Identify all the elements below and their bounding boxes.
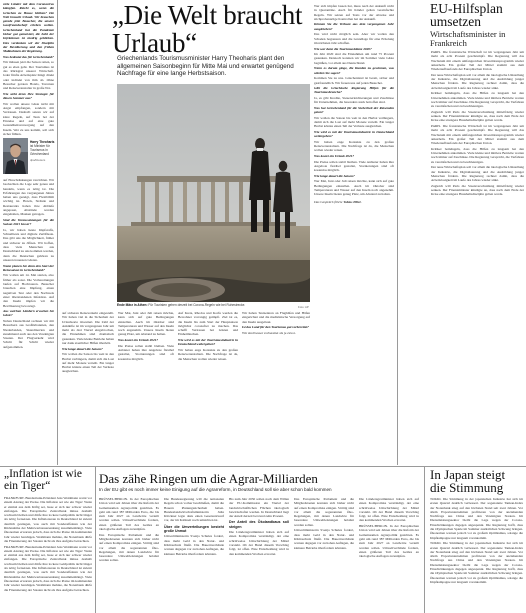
bottom-middle-body-2: Das Europäische Parlament und die Mitgliedstaaten konnten sich bisher nicht auf einen Kompromiss einigen. Strittig sind vor allem die sogenannten Öko-Regelungen, mit denen Landwirte für besondere Umweltleistungen belohnt werden sollen. bbox=[99, 532, 159, 563]
bottom-middle-body-9: Die Länderagrarminister haben sich auf einen Kompromiss verständigt, der eine schrittweise Umschichtung der Mittel vorsieht. Ob der Bund diesem Vorschlag folgt, ist offen. Eine Entscheidung wird in den kommenden Wochen erwartet. bbox=[359, 497, 419, 523]
portrait-caption-role: ist Minister für Tourismus in Griechenland bbox=[30, 144, 50, 156]
bottom-middle-subhead-1: Über die Umverteilungen besteht große Unmut bbox=[164, 524, 224, 534]
lead-right-question-3: Wenn es darum ginge, die Kunden zu gewinnen, was würden Sie sagen? bbox=[314, 66, 394, 75]
lead-right-answer-1: Das wird nicht möglich sein. Aber wir wollen den Schaden begrenzen und die Grundlage für eine Erholung im nächsten Jahr schaffen. bbox=[314, 32, 394, 45]
lead-right-question-4: Gibt die Griechische Regierung Hilfen für die Tourismusbranche? bbox=[314, 86, 394, 95]
lead-body-col1-question: Wie lange dauert die Saison? bbox=[62, 346, 103, 351]
lead-right-answer-6: Wir wollen die Saison bis weit in den Herbst verlängern, damit sich die Last auf mehr Monate verteilt. Ein langer Herbst könnte einen Teil der Verluste ausgleichen. bbox=[314, 115, 394, 129]
right-body-3: Kritiker bemängeln, dass die Hilfen zu langsam bei den Unternehmen ankommen. Viele kleine und mittlere Betriebe warten noch immer auf Zuschüsse. Die Regierung verspricht, die Verfahren zu vereinfachen und zu beschleunigen. bbox=[431, 91, 524, 109]
right-body-5: PARIS. Die französische Wirtschaft ist im vergangenen Jahr um mehr als acht Prozent geschrumpft. Die Regierung will das Wachstum mit einem umfangreichen Investitionsprogramm wieder ankurbeln. Ein großer Teil der Mittel stammt aus dem Wiederaufbaufonds der Europäischen Union. bbox=[431, 123, 524, 146]
bottom-middle-body-8: Umweltministerin Svenja Schulze fordert, dass mehr Geld in den Natur- und Klimaschutz fließt. Die Bauernverbände warnen dagegen vor zu hohen Auflagen, die kleinere Betriebe überfordern könnten. bbox=[294, 528, 354, 550]
bottom-middle-body-3: Die Bundesregierung will die nationalen Regeln schon vorher beschließen, damit die Bauern Planungssicherheit haben. Bundeslandwirtschaftsministerin Julia Klöckner legte dazu einen Gesetzentwurf vor, der im Kabinett noch umstritten ist. bbox=[164, 497, 224, 523]
bottom-middle-col-1 bbox=[99, 497, 159, 611]
right-body-7: Der neue Wirtschaftsplan soll vor allem die ökologische Umstellung der Industrie, die Digitalisierung und die Ausbildung junger Menschen fördern. Die Regierung rechnet damit, dass die Arbeitslosigkeit im Laufe des Jahres wieder sinkt. bbox=[431, 165, 524, 183]
lead-body-col3-answer: Wir haben enge Kontakte zu den großen Reiseveranstaltern. Die Nachfrage ist da, die Menschen wollen wieder reisen. bbox=[178, 347, 238, 361]
bottom-middle-body-6: Die Länderagrarminister haben sich auf einen Kompromiss verständigt, der eine schrittweise Umschichtung der Mittel vorsieht. Ob der Bund diesem Vorschlag folgt, ist offen. Eine Entscheidung wird in den kommenden Wochen erwartet. bbox=[229, 530, 289, 556]
left-column-top bbox=[3, 2, 54, 136]
right-body-8: Zugleich will Paris die Staatsverschuldung mittelfristig wieder senken. Der Finanzminister kündigte an, dass nach dem Ende der Krise eine strengere Haushaltsdisziplin gelten werde. bbox=[431, 183, 524, 197]
right-body-6: Kritiker bemängeln, dass die Hilfen zu langsam bei den Unternehmen ankommen. Viele kleine und mittlere Betriebe warten noch immer auf Zuschüsse. Die Regierung verspricht, die Verfahren zu vereinfachen und zu beschleunigen. bbox=[431, 146, 524, 164]
bottom-left-text: FRANKFURT. Bundesbank-Präsident Jens Weidmann warnt vor einem Anstieg der Preise. Die Inflation sei wie ein Tiger: Wenn er einmal aus dem Käfig sei, lasse er sich nur schwer wieder einfangen. Die Europäische Zentralbank müsse deshalb wachsam bleiben und dürfe ihre lockere Geldpolitik nicht länger als nötig fortsetzen. Die Inflationsrate in Deutschland ist zuletzt deutlich gestiegen, was auch mit Sondereffekten wie der Rücknahme der Mehrwertsteuersenkung zusammenhängt. Viele Ökonomen erwarten jedoch, dass sich die Preise im kommenden Jahr wieder beruhigen. Weidmann mahnte, die Notenbank dürfe die Finanzierung der Staaten nicht als ihre Aufgabe betrachten. bbox=[4, 496, 92, 543]
bottom-middle-body-1: BRÜSSEL/BERLIN. In der Europäischen Union wird seit Jahren über die Reform der Gemeinsamen Agrarpolitik gestritten. Es geht um rund 387 Milliarden Euro, die bis zum Jahr 2027 an Landwirte verteilt werden sollen. Umweltverbände fordern, einen größeren Teil des Geldes an ökologische Auflagen zu knüpfen. bbox=[99, 497, 159, 532]
left-text-after-portrait: auf Einschränkungen verzichten. Wir beobachten die Lage sehr genau und handeln, wenn es nötig ist. Die Erfahrungen des vergangenen Jahres haben uns gezeigt, dass Flexibilität wichtig ist. Hotels, Strände und Restaurants haben ihre Abläufe angepasst, Abstände werden eingehalten, Masken getragen. bbox=[3, 178, 54, 217]
lead-body-col-4 bbox=[242, 311, 310, 463]
left-question-5: Aus welchen Ländern erwarten Sie Gäste? bbox=[3, 309, 54, 318]
left-intro: viele Länder mit dem Coronavirus kämpfen. Reicht es, wenn die Griechen zu Hause bleiben? Die Welt braucht Urlaub. Wir brauchen gerade jetzt Besucher, die unsere Gastfreundschaft erleben wollen. Griechenland hat die Pandemie bisher gut gemeistert, die Zahl der Infektionen ist niedrig geblieben. Dies verdanken wir der Disziplin der Bevölkerung und den frühen Maßnahmen der Regierung. bbox=[3, 2, 54, 54]
lead-body-col-1 bbox=[62, 311, 114, 463]
lead-body-col-2 bbox=[118, 311, 174, 463]
bottom-right-headline: In Japan steigt die Stimmung bbox=[430, 467, 506, 495]
lead-right-answer-2: Im Jahr 2020 sind die Einnahmen um rund 75 Prozent gesunken. Dennoch konnten wir im Sommer viele Gäste begrüßen, vor allem aus Deutschland. bbox=[314, 52, 394, 65]
bottom-middle-body-7: Das Europäische Parlament und die Mitgliedstaaten konnten sich bisher nicht auf einen Kompromiss einigen. Strittig sind vor allem die sogenannten Öko-Regelungen, mit denen Landwirte für besondere Umweltleistungen belohnt werden sollen. bbox=[294, 497, 354, 527]
bottom-middle-headline: Das zähe Ringen um die Agrar-Milliarden bbox=[99, 471, 318, 486]
lead-right-question-2: Wie war denn die Tourismusbilanz 2020? bbox=[314, 46, 372, 51]
left-question-2: Wie sieht denn Ihre Strategie für diesen Sommer aus? bbox=[3, 91, 54, 101]
lead-deck: Griechenlands Tourismusminister Harry Theoharis plant den allgemeinen Saisonbeginn für Mitte Mai und erwartet genügend Nachfrage für eine lange Herbstsaison. bbox=[117, 55, 294, 78]
left-question-4: Wann planen Sie denn den Start der Reisesaison in Griechenland? bbox=[3, 263, 54, 272]
lead-right-answer-9: Wer Mai, Juni oder Juli reisen möchte, kann sich auf gute Bedingungen einstellen. Auch im Oktober sind Temperaturen und Wasser auf den Inseln noch angenehm. Unsere Inseln bieten genug Platz, um Abstand zu halten. bbox=[314, 179, 394, 197]
portrait-photo bbox=[3, 138, 28, 174]
lead-right-answer-4: Ja, es gibt Kredite, Steuererleichterungen und Zuschüsse für Unternehmen, die besonders stark betroffen sind. bbox=[314, 96, 394, 105]
lead-right-question-8: Was kostet ein Urlaub 2021? bbox=[314, 154, 355, 159]
bottom-middle-deck: In der EU gibt es noch immer keine Einigung auf die Agrarreform, in Deutschland soll sie aber schon bald kommen bbox=[99, 487, 332, 492]
lead-body-col-3 bbox=[178, 311, 238, 463]
right-body-2: Der neue Wirtschaftsplan soll vor allem die ökologische Umstellung der Industrie, die Digitalisierung und die Ausbildung junger Menschen fördern. Die Regierung rechnet damit, dass die Arbeitslosigkeit im Laufe des Jahres wieder sinkt. bbox=[431, 72, 524, 90]
lead-body-col4-answer: Wir sind besser vorbereitet als je zuvor. bbox=[242, 330, 296, 335]
interview-credit bbox=[314, 200, 394, 204]
lead-right-text-1: Wer sich impfen lassen hat, muss nach der Ankunft nicht in Quarantäne. Auch für Kinder gelten vereinfachte Regeln. Wir setzen auf Tests vor der Abreise und stichprobenartige Kontrollen bei der Ankunft. bbox=[314, 4, 394, 21]
left-question-3: Sind die Voraussetzungen für die Saison 2021 besser? bbox=[3, 217, 54, 227]
bottom-right-text: TOKIO. Die Stimmung in der japanischen Industrie hat sich im ersten Quartal deutlich verbessert. Der sogenannte Tankan-Index der Notenbank stieg auf den höchsten Stand seit zwei Jahren. Vor allem Exportunternehmen profitieren von der anziehenden Nachfrage aus China und den Vereinigten Staaten. Im Dienstleistungssektor bleibt die Lage wegen der Corona-Einschränkungen dagegen angespannt. Die Regierung hofft, dass die Olympischen Spiele im Sommer zusätzlichen Schwung bringen. Ökonomen warnen jedoch vor zu großem Optimismus, solange die Impfkampagne nur langsam vorankommt. bbox=[430, 497, 523, 540]
bottom-left-text-cont: FRANKFURT. Bundesbank-Präsident Jens Weidmann warnt vor einem Anstieg der Preise. Die Inflation sei wie ein Tiger: Wenn er einmal aus dem Käfig sei, lasse er sich nur schwer wieder einfangen. Die Europäische Zentralbank müsse deshalb wachsam bleiben und dürfe ihre lockere Geldpolitik nicht länger als nötig fortsetzen. Die Inflationsrate in Deutschland ist zuletzt deutlich gestiegen, was auch mit Sondereffekten wie der Rücknahme der Mehrwertsteuersenkung zusammenhängt. Viele Ökonomen erwarten jedoch, dass sich die Preise im kommenden Jahr wieder beruhigen. Weidmann mahnte, die Notenbank dürfe die Finanzierung der Staaten nicht als ihre Aufgabe betrachten. bbox=[4, 544, 92, 592]
right-body-1: PARIS. Die französische Wirtschaft ist im vergangenen Jahr um mehr als acht Prozent geschrumpft. Die Regierung will das Wachstum mit einem umfangreichen Investitionsprogramm wieder ankurbeln. Ein großer Teil der Mittel stammt aus dem Wiederaufbaufonds der Europäischen Union. bbox=[431, 50, 524, 72]
left-column-bottom bbox=[3, 178, 54, 463]
lead-body-col1-answer: Wir wollen die Saison bis weit in den Herbst verlängern, damit sich die Last auf mehr Monate verteilt. Ein langer Herbst könnte einen Teil der Verluste ausgleichen. bbox=[62, 352, 114, 374]
left-question-1: Was bedeutet das für Griechenland? bbox=[3, 54, 54, 59]
left-answer-1: Wir müssen jetzt die Saison retten, so gut es eben geht. Der Tourismus ist das Rückgrat unserer Wirtschaft. Jeder fünfte Arbeitsplatz hängt direkt oder indirekt von ihm ab. Ohne Besucher geraten Hotels, Tavernen und Reiseveranstalter in große Not. bbox=[3, 60, 54, 91]
lead-photo-caption-text: Für Touristen gehen derzeit bei Corona-Regeln wie bei Ruhestrecke. bbox=[148, 303, 246, 307]
lead-right-column bbox=[314, 4, 394, 462]
right-headline: EU-Hilfsplan umsetzen bbox=[430, 1, 503, 29]
bottom-middle-col-5 bbox=[359, 497, 419, 611]
bottom-left-headline: „Inflation ist wie ein Tiger“ bbox=[4, 468, 82, 492]
bottom-middle-body-5: Bis zum Jahr 2030 sollen nach dem Willen der EU-Kommission ein Viertel der landwirtschaftlichen Flächen ökologisch bewirtschaftet werden. In Deutschland liegt der Anteil derzeit bei rund zehn Prozent. bbox=[229, 497, 289, 519]
lead-body-col4-question: Ist das Land für den Tourismus gut vorbereitet? bbox=[242, 325, 309, 330]
lead-photo-caption-lead: Ende März in Athen: bbox=[117, 303, 148, 307]
lead-body-col3-text: Auf Kreta, Rhodos und Korfu werden die Bewohner vorrangig geimpft. Ziel ist es, die Inseln bis zum Start der Hauptsaison möglichst coronafrei zu machen. Das schafft Vertrauen bei Gästen und Einheimischen. bbox=[178, 311, 238, 337]
portrait-caption-name: Harry Theoharis bbox=[30, 140, 55, 144]
interview-credit-label: Das Gespräch führte bbox=[314, 199, 343, 204]
lead-headline: „Die Welt braucht Urlaub“ bbox=[112, 0, 303, 58]
portrait-caption bbox=[30, 140, 56, 162]
bottom-middle-col-4 bbox=[294, 497, 354, 611]
lead-body-col2-text: Wer Mai, Juni oder Juli reisen möchte, kann sich auf gute Bedingungen einstellen. Auch im Oktober sind Temperaturen und Wasser auf den Inseln noch angenehm. Unsere Inseln bieten genug Platz, um Abstand zu halten. bbox=[118, 311, 174, 337]
bottom-middle-body-4: Umweltministerin Svenja Schulze fordert, dass mehr Geld in den Natur- und Klimaschutz fließt. Die Bauernverbände warnen dagegen vor zu hohen Auflagen, die kleinere Betriebe überfordern könnten. bbox=[164, 534, 224, 556]
lead-body-col1-text: auf sicheren Reiseverkehr eingestellt. Wir haben viel in die Sicherheit der Urlaubsorte investiert. Die Zahl der Ankünfte ist im vergangenen Jahr um mehr als drei Viertel eingebrochen, die Einnahmen sind dramatisch gesunken. Viele kleine Betriebe haben nur dank staatlicher Hilfen überlebt. bbox=[62, 311, 114, 346]
bottom-right-text-cont: TOKIO. Die Stimmung in der japanischen Industrie hat sich im ersten Quartal deutlich verbessert. Der sogenannte Tankan-Index der Notenbank stieg auf den höchsten Stand seit zwei Jahren. Vor allem Exportunternehmen profitieren von der anziehenden Nachfrage aus China und den Vereinigten Staaten. Im Dienstleistungssektor bleibt die Lage wegen der Corona-Einschränkungen dagegen angespannt. Die Regierung hofft, dass die Olympischen Spiele im Sommer zusätzlichen Schwung bringen. Ökonomen warnen jedoch vor zu großem Optimismus, solange die Impfkampagne nur langsam vorankommt. bbox=[430, 541, 523, 584]
bottom-middle-body-10: BRÜSSEL/BERLIN. In der Europäischen Union wird seit Jahren über die Reform der Gemeinsamen Agrarpolitik gestritten. Es geht um rund 387 Milliarden Euro, die bis zum Jahr 2027 an Landwirte verteilt werden sollen. Umweltverbände fordern, einen größeren Teil des Geldes an ökologische Auflagen zu knüpfen. bbox=[359, 524, 419, 559]
lead-right-question-6: Was hat Griechenland für die Sicherheit der Reisenden getan? bbox=[314, 105, 394, 115]
lead-photo bbox=[117, 84, 310, 302]
lead-photo-caption bbox=[117, 304, 287, 308]
right-subhead: Wirtschaftsminister in Frankreich bbox=[430, 29, 506, 48]
bottom-middle-col-3 bbox=[229, 497, 289, 611]
left-answer-2: Wir wollen unsere Gäste nicht mit Angst empfangen, sondern mit Vertrauen. Deshalb setzen wir auf klare Regeln, auf Tests bei der Einreise und auf eine gute Gesundheitsversorgung auf den Inseln. Wer zu uns kommt, soll sich sicher fühlen. bbox=[3, 101, 54, 136]
left-answer-5: Neben Deutschland rechnen wir mit Besuchern aus Großbritannien, den Niederlanden, Skandinavien und zunehmend auch aus den Vereinigten Staaten. Der Flugverkehr wird Schritt für Schritt wieder aufgenommen. bbox=[3, 318, 54, 349]
bottom-middle-col-2 bbox=[164, 497, 224, 611]
left-answer-3: Ja, wir haben heute Impfstoffe, Schnelltests und digitale Zertifikate. Das gibt uns die Möglichkeit, früher und sicherer zu öffnen. Wir hoffen, dass viele Menschen aus Deutschland zu uns kommen werden, denn die Deutschen gehören zu unseren treuesten Gästen. bbox=[3, 227, 54, 262]
right-body-4: Zugleich will Paris die Staatsverschuldung mittelfristig wieder senken. Der Finanzminister kündigte an, dass nach dem Ende der Krise eine strengere Haushaltsdisziplin gelten werde. bbox=[431, 109, 524, 123]
bottom-right-body bbox=[430, 497, 523, 611]
interview-credit-name: Tobias Piller. bbox=[343, 199, 362, 204]
lead-right-answer-3: Kommen Sie zu uns. Griechenland ist bereit, sicher und gastfreundlich. Wir freuen uns auf jeden Besucher. bbox=[314, 76, 394, 85]
bottom-left-body bbox=[4, 496, 92, 611]
lead-photo-credit: Foto: AP bbox=[298, 305, 309, 309]
bottom-middle-subhead-2: Der Anteil des Ökolandbaus soll steigen bbox=[229, 520, 289, 529]
lead-body-col2-answer: Die Preise sollen stabil bleiben. Viele Anbieter haben ihre Angebote flexibel gestaltet, Stornierungen sind oft kostenlos möglich. bbox=[118, 343, 174, 361]
lead-right-answer-8: Die Preise sollen stabil bleiben. Viele Anbieter haben ihre Angebote flexibel gestaltet, Stornierungen sind oft kostenlos möglich. bbox=[314, 159, 394, 173]
lead-body-col4-text: Wir haben Testzentren an Flughäfen und Häfen eingerichtet und die medizinische Versorgung auf den Inseln ausgebaut. bbox=[242, 311, 310, 324]
right-column-body bbox=[431, 50, 524, 462]
left-answer-4: Wir wollen am 14. Mai starten, also früher als sonst. Die Vorbereitungen laufen auf Hochtouren. Besucher brauchen eine Impfung, einen negativen Test oder den Nachweis einer überstandenen Infektion. Auf den Inseln impfen wir die Bevölkerung bevorzugt. bbox=[3, 273, 54, 308]
lead-body-col2-question: Was kostet ein Urlaub 2021? bbox=[118, 338, 159, 343]
lead-right-question-1: Können Sie die Verluste aus dem vergangenen Jahr ausgleichen? bbox=[314, 22, 394, 31]
lead-right-answer-7: Wir haben enge Kontakte zu den großen Reiseveranstaltern. Die Nachfrage ist da, die Menschen wollen wieder reisen. bbox=[314, 139, 394, 153]
portrait-credit: dpa/Reuters bbox=[30, 158, 46, 162]
lead-right-question-9: Wie lange dauert die Saison? bbox=[314, 173, 355, 178]
lead-right-question-7: Wie wird es mit der Tourismusindustrie in Deutschland weitergehen? bbox=[314, 129, 394, 139]
lead-body-col3-question: Wie wird es mit der Tourismusindustrie in Deutschland weitergehen? bbox=[178, 338, 238, 347]
